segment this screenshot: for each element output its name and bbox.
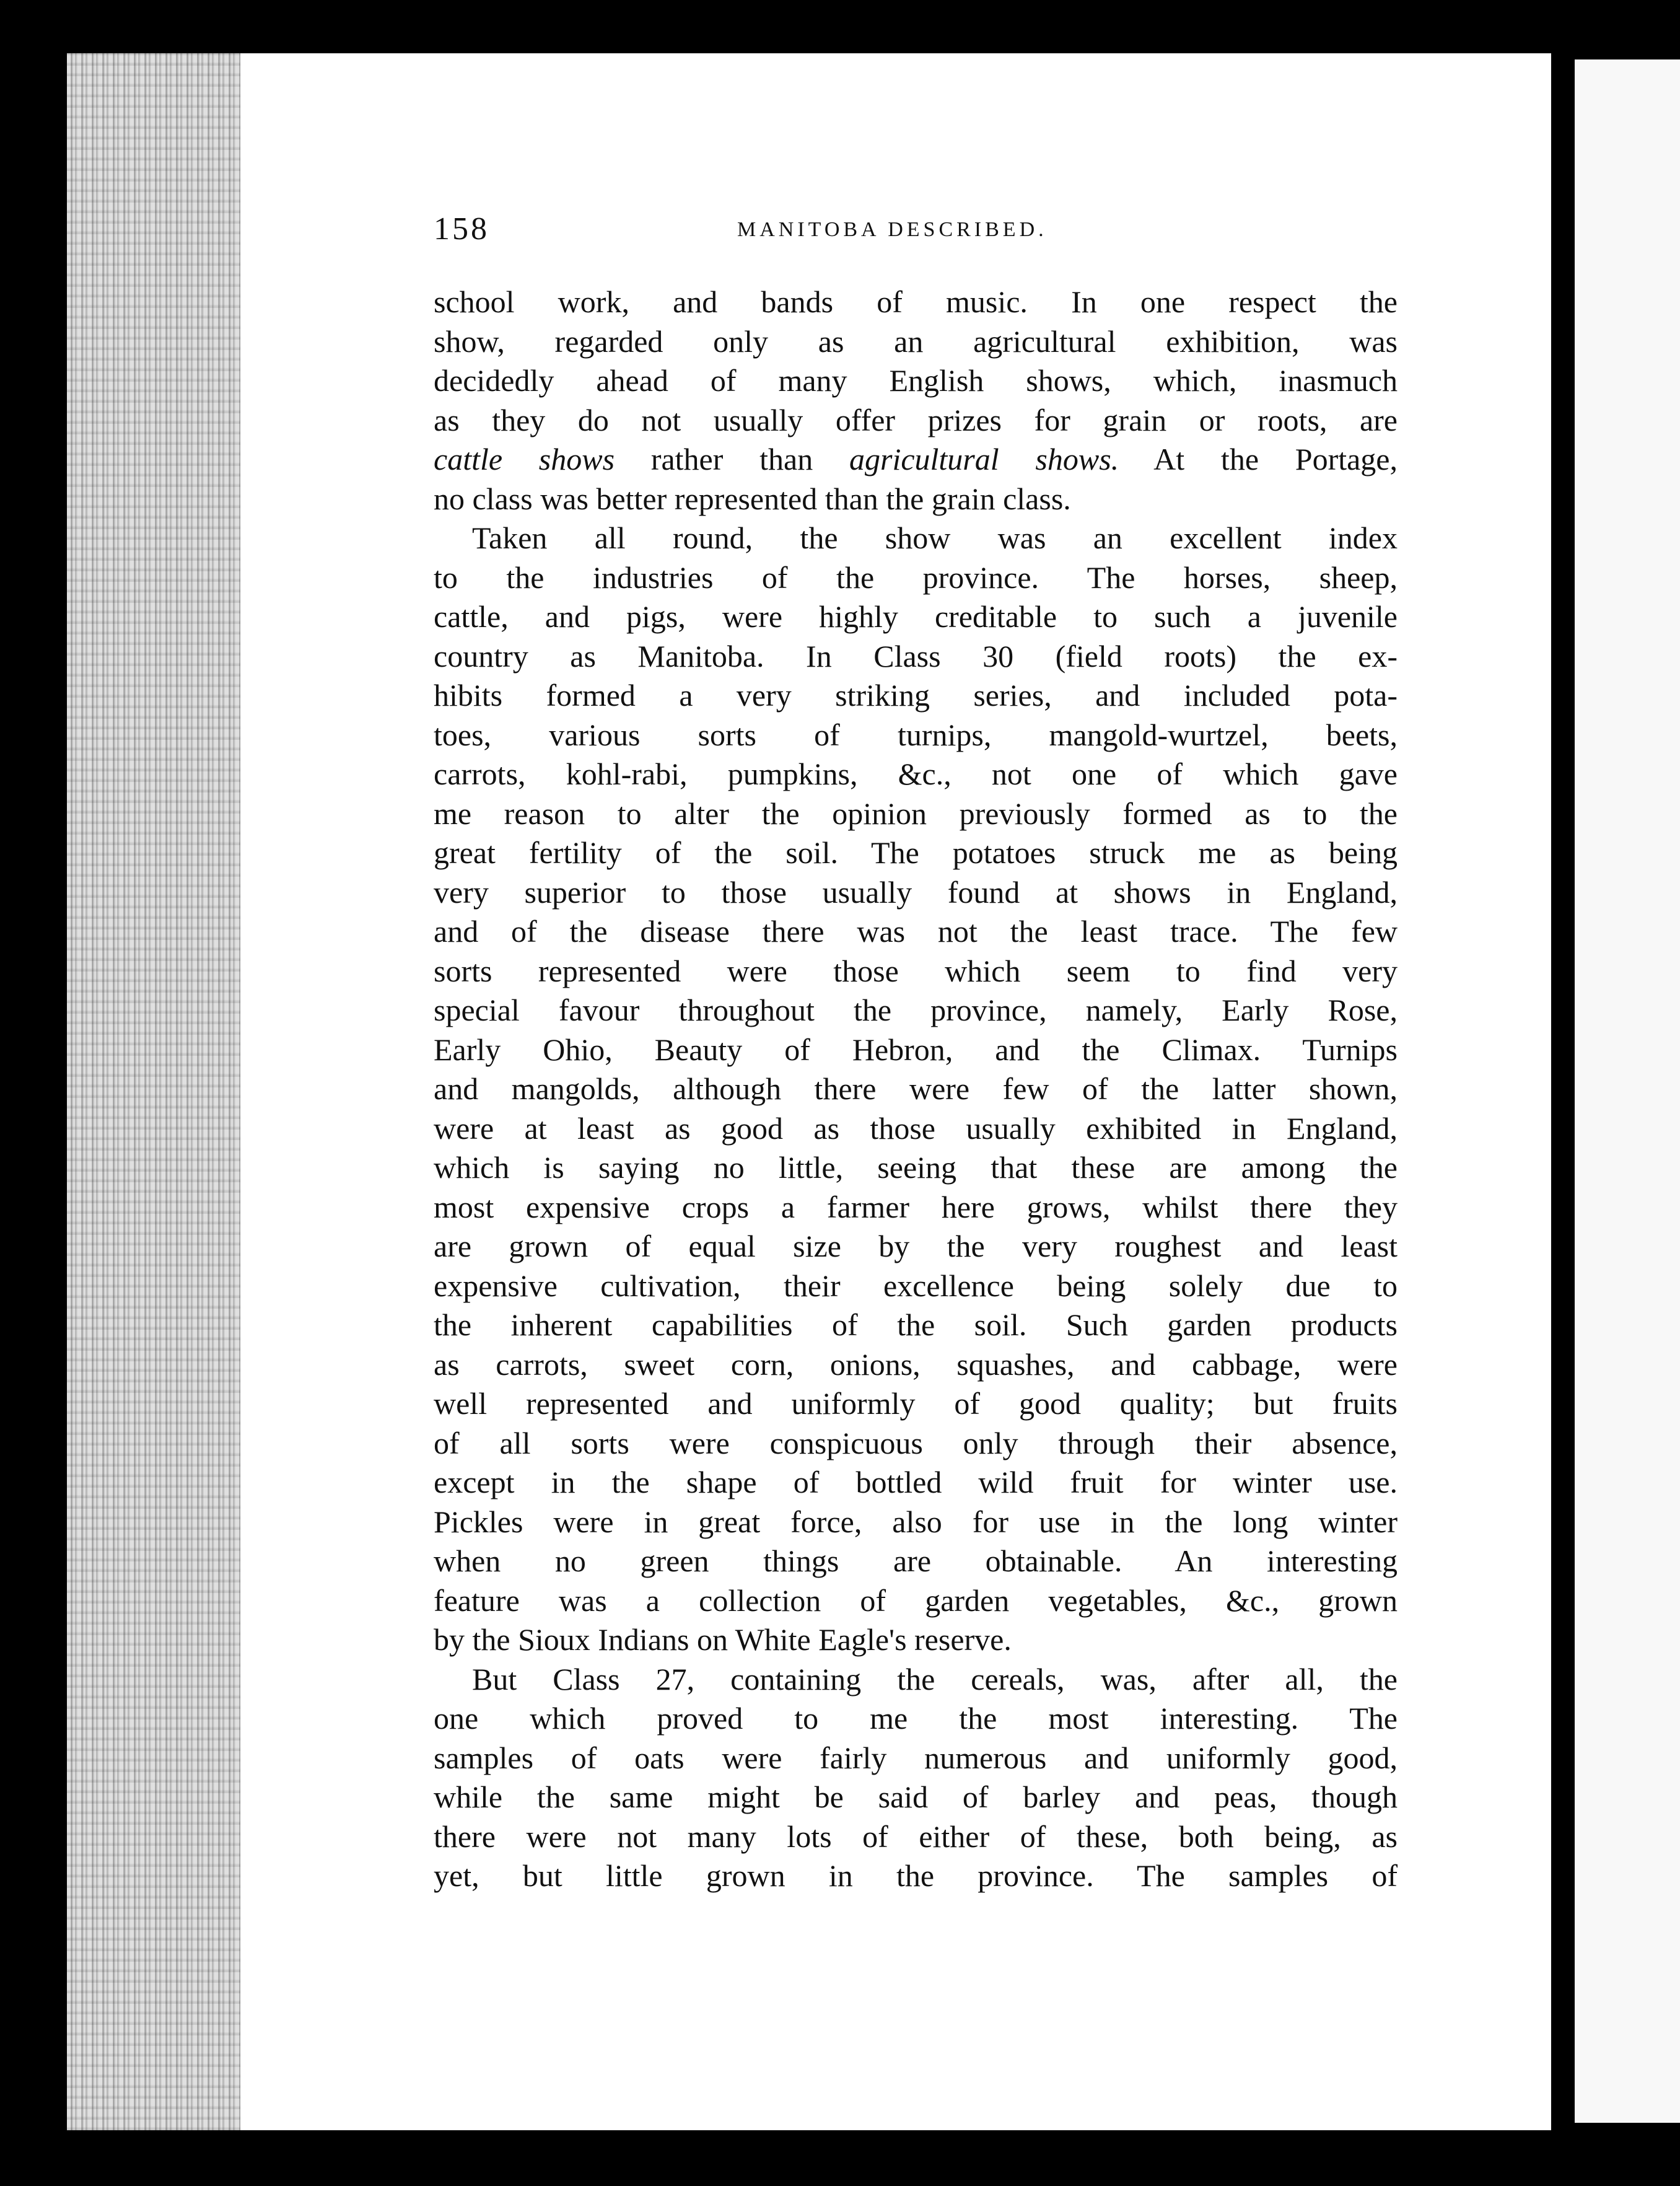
text-line: which is saying no little, seeing that these are among the <box>434 1150 1398 1185</box>
text-line: carrots, kohl-rabi, pumpkins, &c., not one of which gave <box>434 757 1398 791</box>
text-run: rather than <box>615 442 849 476</box>
italic-phrase: agricultural shows. <box>849 442 1119 476</box>
text-line: most expensive crops a farmer here grows, whilst there they <box>434 1189 1398 1224</box>
text-line: special favour throughout the province, namely, Early Rose, <box>434 993 1398 1027</box>
text-line: feature was a collection of garden vegetables, &c., grown <box>434 1582 1398 1618</box>
text-line: cattle, and pigs, were highly creditable to such a juvenile <box>434 599 1398 634</box>
book-page-edges <box>67 53 242 2130</box>
italic-phrase: cattle shows <box>434 442 615 476</box>
text-line: expensive cultivation, their excellence being solely due to <box>434 1268 1398 1303</box>
text-line: country as Manitoba. In Class 30 (field roots) the ex- <box>434 638 1398 674</box>
text-line: toes, various sorts of turnips, mangold-wurtzel, beets, <box>434 717 1398 752</box>
text-line: me reason to alter the opinion previously formed as to the <box>434 796 1398 831</box>
text-line: yet, but little grown in the province. The samples of <box>434 1858 1398 1893</box>
running-title: MANITOBA DESCRIBED. <box>737 218 1048 241</box>
page-number: 158 <box>434 211 489 247</box>
running-head <box>434 211 1398 260</box>
text-line: and mangolds, although there were few of the latter shown, <box>434 1071 1398 1106</box>
text-line: hibits formed a very striking series, and included pota- <box>434 678 1398 713</box>
text-line: except in the shape of bottled wild fruit for winter use. <box>434 1465 1398 1499</box>
text-line: one which proved to me the most interesting. The <box>434 1701 1398 1736</box>
text-line: as they do not usually offer prizes for grain or roots, are <box>434 402 1398 437</box>
text-line: there were not many lots of either of these, both being, as <box>434 1819 1398 1854</box>
text-line: the inherent capabilities of the soil. Such garden products <box>434 1307 1398 1342</box>
text-line: when no green things are obtainable. An interesting <box>434 1543 1398 1578</box>
body-text <box>434 283 1398 1896</box>
text-line: well represented and uniformly of good quality; but fruits <box>434 1386 1398 1421</box>
text-line: sorts represented were those which seem to find very <box>434 953 1398 988</box>
text-line: great fertility of the soil. The potatoes struck me as being <box>434 835 1398 870</box>
text-run: At the Portage, <box>1119 442 1398 476</box>
text-line: as carrots, sweet corn, onions, squashes, and cabbage, were <box>434 1346 1398 1382</box>
text-line: samples of oats were fairly numerous and uniformly good, <box>434 1740 1398 1775</box>
text-line: But Class 27, containing the cereals, was, after all, the <box>472 1661 1398 1697</box>
text-line: of all sorts were conspicuous only through their absence, <box>434 1425 1398 1460</box>
text-line: Early Ohio, Beauty of Hebron, and the Climax. Turnips <box>434 1032 1398 1067</box>
text-line: Pickles were in great force, also for use in the long winter <box>434 1504 1398 1539</box>
text-line <box>434 440 1398 480</box>
text-line: were at least as good as those usually exhibited in England, <box>434 1110 1398 1146</box>
text-line: and of the disease there was not the least trace. The few <box>434 914 1398 949</box>
text-line: while the same might be said of barley and peas, though <box>434 1780 1398 1814</box>
text-line: very superior to those usually found at shows in England, <box>434 874 1398 910</box>
text-line: Taken all round, the show was an excellent index <box>472 520 1398 555</box>
text-line: decidedly ahead of many English shows, which, inasmuch <box>434 363 1398 398</box>
text-line: to the industries of the province. The horses, sheep, <box>434 560 1398 595</box>
text-line: show, regarded only as an agricultural exhibition, was <box>434 323 1398 359</box>
gutter-shadow <box>1551 62 1575 2100</box>
text-line: are grown of equal size by the very roughest and least <box>434 1229 1398 1263</box>
facing-page-edge <box>1575 59 1680 2123</box>
text-line: no class was better represented than the grain class. <box>434 481 1071 516</box>
text-line: by the Sioux Indians on White Eagle's reserve. <box>434 1622 1012 1657</box>
text-line: school work, and bands of music. In one respect the <box>434 284 1398 319</box>
